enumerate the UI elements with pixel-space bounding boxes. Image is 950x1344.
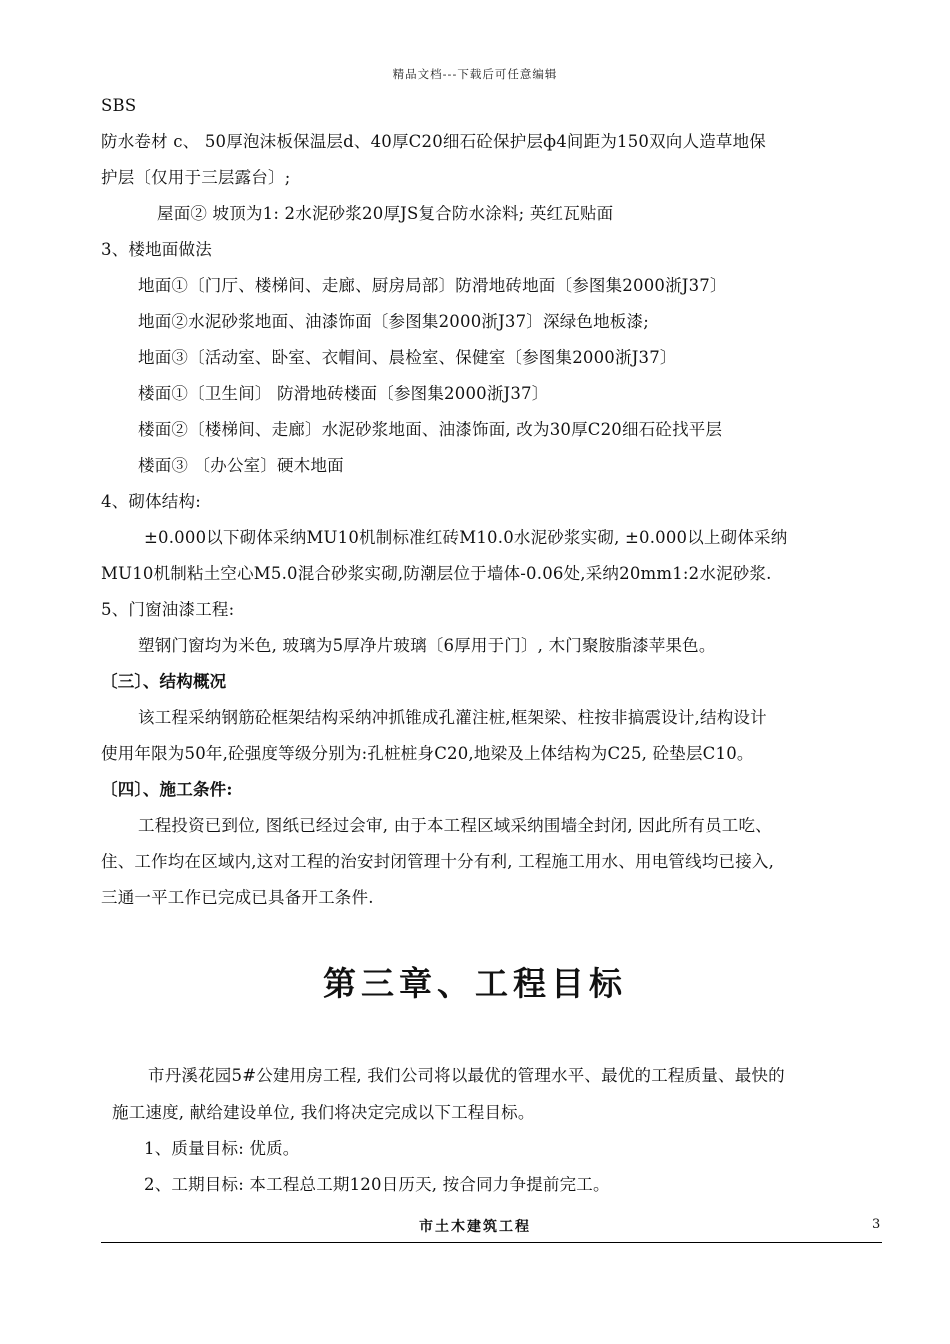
body-line: 住、工作均在区域内,这对工程的治安封闭管理十分有利, 工程施工用水、用电管线均已接入, (101, 852, 775, 871)
body-line: 楼面①〔卫生间〕 防滑地砖楼面〔参图集2000浙J37〕 (138, 384, 549, 403)
section-heading: 4、砌体结构: (101, 492, 201, 511)
body-line: 施工速度, 献给建设单位, 我们将决定完成以下工程目标。 (112, 1103, 535, 1122)
body-line: 塑钢门窗均为米色, 玻璃为5厚净片玻璃〔6厚用于门〕, 木门聚胺脂漆苹果色。 (138, 636, 716, 655)
footer-divider (101, 1242, 882, 1243)
body-line: MU10机制粘土空心M5.0混合砂浆实砌,防潮层位于墙体-0.06处,采纳20mm1:2水泥砂浆. (101, 564, 772, 583)
page-number: 3 (872, 1217, 881, 1232)
body-line: 2、工期目标: 本工程总工期120日历天, 按合同力争提前完工。 (144, 1175, 610, 1194)
body-line: 楼面②〔楼梯间、走廊〕水泥砂浆地面、油漆饰面, 改为30厚C20细石砼找平层 (138, 420, 723, 439)
body-line: 1、质量目标: 优质。 (144, 1139, 300, 1158)
section-heading: 3、楼地面做法 (101, 240, 212, 259)
section-heading: 5、门窗油漆工程: (101, 600, 235, 619)
body-line: 工程投资已到位, 图纸已经过会审, 由于本工程区域采纳围墙全封闭, 因此所有员工吃、 (138, 816, 772, 835)
body-line: 地面②水泥砂浆地面、油漆饰面〔参图集2000浙J37〕深绿色地板漆; (138, 312, 649, 331)
section-heading: 〔四〕、施工条件: (101, 780, 233, 799)
body-line: 三通一平工作已完成已具备开工条件. (101, 888, 374, 907)
footer-title: 市土木建筑工程 (419, 1219, 531, 1235)
body-line: 市丹溪花园5#公建用房工程, 我们公司将以最优的管理水平、最优的工程质量、最快的 (148, 1066, 785, 1085)
body-line: 使用年限为50年,砼强度等级分别为:孔桩桩身C20,地梁及上体结构为C25, 砼垫层C10。 (101, 744, 754, 763)
page-header-text: 精品文档---下载后可任意编辑 (392, 67, 558, 81)
body-line: SBS (101, 96, 137, 115)
body-line: 地面①〔门厅、楼梯间、走廊、厨房局部〕防滑地砖地面〔参图集2000浙J37〕 (138, 276, 727, 295)
section-heading: 〔三〕、结构概况 (101, 672, 227, 691)
body-line: 地面③〔活动室、卧室、衣帽间、晨检室、保健室〔参图集2000浙J37〕 (138, 348, 677, 367)
body-line: 屋面② 坡顶为1: 2水泥砂浆20厚JS复合防水涂料; 英红瓦贴面 (157, 204, 614, 223)
body-line: 楼面③ 〔办公室〕硬木地面 (138, 456, 344, 475)
body-line: ±0.000以下砌体采纳MU10机制标准红砖M10.0水泥砂浆实砌, ±0.000以上砌体采纳 (144, 528, 788, 547)
chapter-title: 第三章、工程目标 (323, 964, 627, 1003)
body-line: 该工程采纳钢筋砼框架结构采纳冲抓锥成孔灌注桩,框架梁、柱按非搞震设计,结构设计 (138, 708, 767, 727)
body-line: 护层〔仅用于三层露台〕; (101, 168, 291, 187)
body-line: 防水卷材 c、 50厚泡沫板保温层d、40厚C20细石砼保护层ф4间距为150双向人造草地保 (101, 132, 767, 151)
